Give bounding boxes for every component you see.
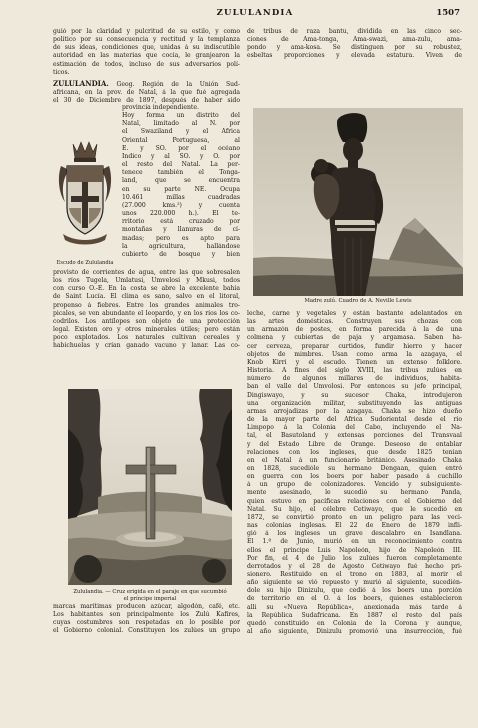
text-line: Natal, limitado al N. por [122,120,240,128]
text-line: mente asesinado, le sucedió su hermano Panda, [247,489,462,497]
text-line: los ríos Tugela, Umlatusi, Umvelosi y Mkusi, todos [53,277,240,285]
text-line: Geog. Región de la Unión Sud- [116,81,240,88]
text-line: las artes domésticas. Construyen sus chozas con [247,318,462,326]
cross-photo [68,389,232,585]
text-line: y del Estado Libre de Orange. Deseoso de entablar [247,440,462,448]
caption-line: el príncipe imperial [123,596,177,602]
cross-photo-caption [60,589,240,603]
text-line: derrotados y el 28 de Agosto Cetiwayo fué hecho pri- [247,562,462,570]
text-line: land, que se encuentra [122,177,240,185]
text-line: armas arrojadizas por la azagaya. Chaka se hizo dueño [247,407,462,415]
text-line: tal, el Basutoland y extensas porciones del Transvaal [247,432,462,440]
text-line: cuyas costumbres son respetadas en lo posible por [53,619,240,627]
text-line: marcas marítimas producen azúcar, algodón, café, etc. [53,603,240,610]
text-line: leche, carne y vegetales y están bastante adelantados en [247,310,462,317]
text-line: en guerra con los boers por haber pasado á cuchillo [247,473,462,481]
text-line: de Saint Lucía. El clima es sano, salvo en el litoral, [53,293,240,301]
text-line: en 1828, sucedióle su hermano Dengaan, quien entró [247,464,462,472]
text-line: gió á los ingleses un grave descalabro en Isandlana. [247,530,462,538]
text-line: un armazón de postes, en forma parecida á la de una [247,326,462,334]
text-line: nas colonias inglesas. El 22 de Enero de 1879 infli- [247,522,462,530]
text-line: legal. Existen oro y otros minerales útiles; pero están [53,326,240,334]
text-line: ticos. [53,68,70,76]
text-line: 1872, se convirtió pronto en un peligro para las veci- [247,513,462,521]
text-line: número de algunos millares de individuos, habita- [247,375,462,383]
text-line: E. y SO. por el océano [122,144,240,152]
entry-headword: ZULULANDIA. [53,80,109,88]
text-line: Por fin, el 4 de Julio los zulúes fueron completamente [247,554,462,562]
beside-arms-text [122,104,240,259]
entry-intro [53,80,240,105]
text-line: al año siguiente, Dinizulu promovió una insurrección, fué [247,628,462,636]
text-line: la agricultura, hallándose [122,242,240,250]
text-line: (27.000 kms.²) y cuenta [122,201,240,209]
text-line: el Swaziland y el África [122,128,240,136]
text-line: la República Sudafricana. En 1887 el resto del país [247,611,462,619]
text-line: Dingiswayo, y su sucesor Chaka, introdujeron [247,391,462,399]
page-number: 1507 [436,8,460,18]
text-line: ellos el príncipe Luis Napoleón, hijo de Napoleón III. [247,546,462,554]
text-line: político por su consecuencia y rectitud y la templanza [53,36,240,44]
text-line: El 1.º de Junio, murió en un reconocimiento contra [247,538,462,546]
text-line: 10.461 millas cuadradas [122,193,240,201]
text-line: colmena y cubiertas de paja y argamasa. Saben ha- [247,334,462,342]
text-line: tenece también el Tonga- [122,169,240,177]
text-line: en su parte NE. Ocupa [122,185,240,193]
page-title: ZULULANDIA [216,8,294,18]
text-line: Índico y al SO. y O. por [122,152,240,160]
text-line: dole su hijo Dinizulu, que cedió á los boers una porción [247,587,462,595]
text-line: de tribus de raza bantu, dividida en las cinco sec- [247,28,462,35]
text-line: africana, en la prov. de Natal, á la que fué agregada [53,89,240,97]
text-line: relaciones con los ingleses, que desde 1825 tenían [247,448,462,456]
arms-caption: Escudo de Zululandia [56,260,114,266]
text-line: Natal. Su hijo, el célebre Cetiwayo, que le sucedió en [247,505,462,513]
text-line: quien estuvo en pacíficas relaciones con el Gobierno del [247,497,462,505]
text-line: Limpopo á la Colonia del Cabo, incluyendo el Na- [247,424,462,432]
text-line: autoridad en las materias que cocía, le granjearon la [53,52,240,60]
text-line: esbeltas proporciones y elevada estatura. Viven de [247,52,462,60]
text-line: codrilos. Los antílopes son objeto de una protección [53,317,240,325]
text-line: picales, se ven abundante el leopardo, y en los ríos los co- [53,309,240,317]
text-line: montañas y llanuras de cí- [122,226,240,234]
text-line: Oriental Portuguesa, al [122,136,240,144]
text-line: provincia independiente. [122,104,199,111]
text-line: sionero. Restituido en el trono en 1883, al morir el [247,571,462,578]
text-line: ciones de Ama-tonga, Ama-swazi, ama-zulu, ama- [247,36,462,44]
text-line: el 30 de Diciembre de 1897, después de haber sido [53,97,240,105]
text-line: Hoy forma un distrito del [122,112,240,120]
coat-of-arms-image [55,138,115,256]
text-line: poco explotados. Los naturales cultivan cereales y [53,334,240,342]
text-line: á un grupo de colonizadores. Vencido y subsiguiente- [247,481,462,489]
left-top-paragraph [53,28,240,77]
text-line: en el Natal á un funcionario británico. Asesinado Chaka [247,456,462,464]
text-line: una organización militar, substituyendo las antiguas [247,399,462,407]
text-line: rritorio está cruzado por [122,218,240,226]
text-line: provisto de corrientes de agua, entre las que sobresalen [53,269,240,276]
text-line: año siguiente se vió repuesto y murió al siguiente, sucedién- [247,579,462,587]
text-line: objetos de mimbres. Usan como arma la azagaya, el [247,350,462,358]
text-line: cer cerveza, preparar curtidos, fundir hierro y hacer [247,342,462,350]
right-top-text [247,28,462,61]
running-head [50,8,460,22]
text-line: de territorio en el O. á los boers, quienes establecieron [247,595,462,603]
text-line: madas; pero es apto para [122,234,240,242]
text-line: quedó constituido en Colonia de la Corona y aunque, [247,619,462,627]
text-line: estimación de todos, incluso de sus adversarios polí- [53,60,240,68]
text-line: cubierto de bosque y bien [122,250,240,258]
left-full-text [53,269,240,351]
zulu-mother-photo [253,108,463,296]
text-line: el Gobierno colonial. Constituyen los zulúes un grupo [53,627,240,635]
caption-line: Zululandia. — Cruz erigida en el paraje en que sucumbió [73,589,227,595]
text-line: allí su «Nueva República», anexionada más tarde á [247,603,462,611]
text-line: con curso O.-E. En la costa se abre la excelente bahía [53,285,240,293]
text-line: pondo y ama-kosa. Se distinguen por su robustez, [247,44,462,52]
text-line: ban el valle del Umvolosi. Por entonces su jefe principal, [247,383,462,391]
text-line: Los habitantes son principalmente los Zulú Kafires, [53,611,240,619]
text-line: unos 220.000 h.). El te- [122,210,240,218]
text-line: de sus ideas, condiciones que, unidas á su indiscutible [53,44,240,52]
text-line: Knob Kirri y el escudo. Tienen un extenso folklore. [247,358,462,366]
text-line: guió por la claridad y pulcritud de su estilo, y como [53,28,240,35]
right-lower-text [247,310,462,636]
text-line: propenso á fiebres. Entre los grandes animales tro- [53,301,240,309]
text-line: de la mayor parte del África Sudoriental desde el río [247,416,462,424]
text-line: habichuelas y crían ganado vacuno y lanar. Las co- [53,342,240,350]
left-bottom-text [53,603,240,636]
text-line: el resto del Natal. La per- [122,161,240,169]
text-line: Historia. A fines del siglo XVIII, las tribus zulúes en [247,367,462,375]
zulu-mother-caption: Madre zulú. Cuadro de A. Neville Lewis [304,298,412,304]
